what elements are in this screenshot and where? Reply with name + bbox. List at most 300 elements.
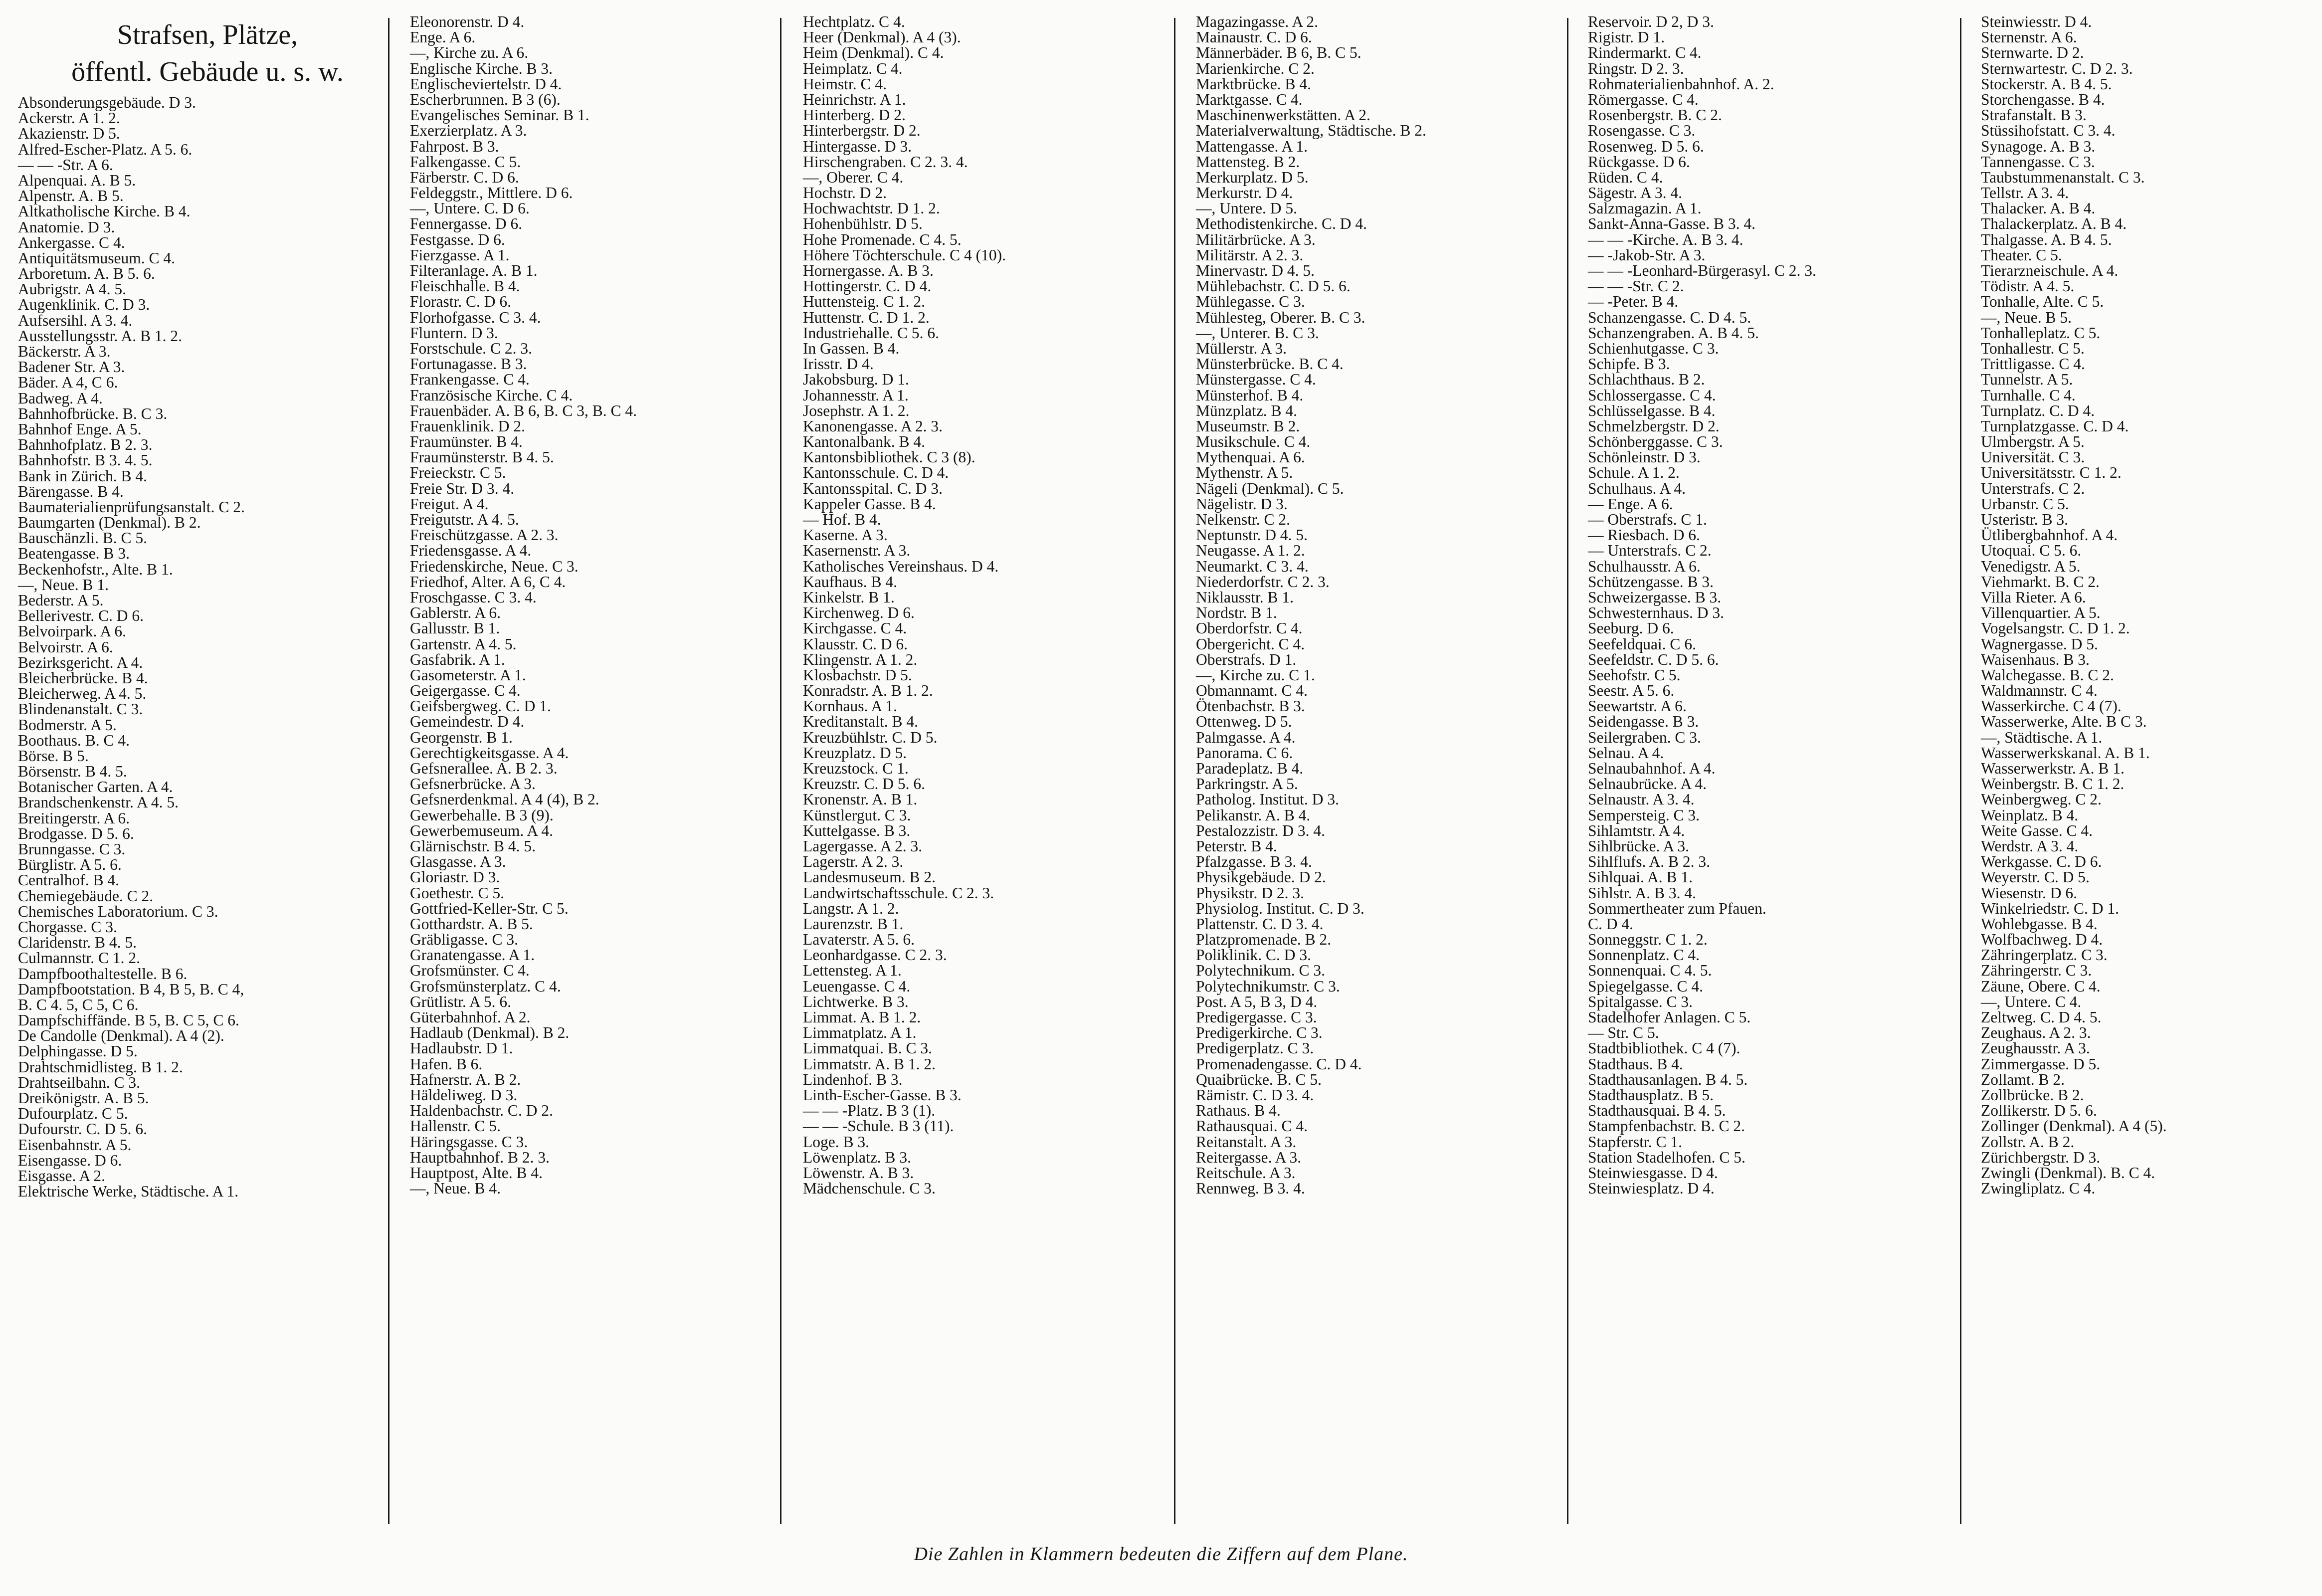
index-entry: Fraumünster. B 4. bbox=[410, 433, 523, 451]
index-entry: Industriehalle. C 5. 6. bbox=[803, 324, 939, 342]
index-entry: Kasernenstr. A 3. bbox=[803, 542, 911, 560]
index-entry: Claridenstr. B 4. 5. bbox=[18, 934, 137, 952]
index-entry: Mattensteg. B 2. bbox=[1196, 153, 1300, 171]
index-entry: Kirchgasse. C 4. bbox=[803, 619, 907, 637]
index-entry: Unterstrafs. C 2. bbox=[1981, 479, 2085, 497]
index-entry: Bahnhofstr. B 3. 4. 5. bbox=[18, 451, 153, 469]
index-entry: Salzmagazin. A 1. bbox=[1588, 200, 1702, 217]
index-entry: Kantonsschule. C. D 4. bbox=[803, 464, 949, 482]
index-heading-line-1: Strafsen, Plätze, bbox=[117, 19, 298, 50]
index-entry: Landesmuseum. B 2. bbox=[803, 868, 936, 886]
index-entry: Hintergasse. D 3. bbox=[803, 137, 912, 155]
index-entry: Nägelistr. D 3. bbox=[1196, 495, 1288, 513]
index-entry: Leonhardgasse. C 2. 3. bbox=[803, 946, 947, 964]
index-entry: Belvoirpark. A 6. bbox=[18, 622, 126, 640]
index-entry: Mühlesteg, Oberer. B. C 3. bbox=[1196, 308, 1365, 326]
index-entry: Kirchenweg. D 6. bbox=[803, 604, 915, 622]
index-entry: Filteranlage. A. B 1. bbox=[410, 262, 538, 279]
index-entry: Hauptpost, Alte. B 4. bbox=[410, 1164, 543, 1182]
index-entry: Zollinger (Denkmal). A 4 (5). bbox=[1981, 1117, 2167, 1135]
index-entry: Zwingli (Denkmal). B. C 4. bbox=[1981, 1164, 2155, 1182]
index-entry: Irisstr. D 4. bbox=[803, 355, 874, 373]
index-entry: Schützengasse. B 3. bbox=[1588, 573, 1714, 591]
index-entry: Gefsnerbrücke. A 3. bbox=[410, 775, 536, 793]
index-entry: Dampfschiffände. B 5, B. C 5, C 6. bbox=[18, 1011, 239, 1029]
index-entry: Kaserne. A 3. bbox=[803, 526, 888, 544]
index-entry: Gefsnerallee. A. B 2. 3. bbox=[410, 760, 558, 777]
index-entry: Panorama. C 6. bbox=[1196, 744, 1293, 762]
index-entry: Winkelriedstr. C. D 1. bbox=[1981, 899, 2119, 917]
index-entry: Hinterberg. D 2. bbox=[803, 106, 906, 124]
index-entry: Fleischhalle. B 4. bbox=[410, 277, 520, 295]
index-column-6 bbox=[1981, 14, 2322, 1196]
index-entry: Merkurstr. D 4. bbox=[1196, 184, 1293, 202]
index-entry: Goethestr. C 5. bbox=[410, 884, 504, 902]
index-entry: Lindenhof. B 3. bbox=[803, 1070, 903, 1088]
entry-list bbox=[1196, 14, 1575, 1196]
index-entry: Fahrpost. B 3. bbox=[410, 137, 499, 155]
index-entry: Bodmerstr. A 5. bbox=[18, 716, 117, 734]
index-entry: Mühlegasse. C 3. bbox=[1196, 293, 1305, 311]
index-entry: Tannengasse. C 3. bbox=[1981, 153, 2095, 171]
index-entry: Schlachthaus. B 2. bbox=[1588, 371, 1705, 389]
index-entry: Paradeplatz. B 4. bbox=[1196, 760, 1304, 777]
index-entry: Universität. C 3. bbox=[1981, 448, 2085, 466]
index-entry: Gasometerstr. A 1. bbox=[410, 666, 526, 684]
index-entry: — — -Kirche. A. B 3. 4. bbox=[1588, 230, 1743, 248]
index-entry: Plattenstr. C. D 3. 4. bbox=[1196, 915, 1324, 933]
entry-list bbox=[803, 14, 1182, 1196]
index-entry: Georgenstr. B 1. bbox=[410, 728, 513, 746]
index-entry: Thalackerplatz. A. B 4. bbox=[1981, 215, 2127, 233]
index-entry: Gloriastr. D 3. bbox=[410, 868, 500, 886]
index-entry: Zimmergasse. D 5. bbox=[1981, 1055, 2101, 1073]
index-entry: Gallusstr. B 1. bbox=[410, 619, 500, 637]
index-entry: Heinrichstr. A 1. bbox=[803, 90, 906, 108]
index-entry: Langstr. A 1. 2. bbox=[803, 899, 899, 917]
index-entry: Schönberggasse. C 3. bbox=[1588, 433, 1723, 451]
index-entry: Sommertheater zum Pfauen. bbox=[1588, 899, 1766, 917]
index-entry: Weinbergstr. B. C 1. 2. bbox=[1981, 775, 2125, 793]
index-entry: Hohenbühlstr. D 5. bbox=[803, 215, 923, 233]
index-entry: Beatengasse. B 3. bbox=[18, 545, 130, 563]
index-entry: Heimplatz. C 4. bbox=[803, 59, 903, 77]
index-entry: Löwenstr. A. B 3. bbox=[803, 1164, 914, 1182]
index-entry: Gewerbemuseum. A 4. bbox=[410, 821, 553, 839]
index-entry: Sonnenplatz. C 4. bbox=[1588, 946, 1700, 964]
index-entry: Synagoge. A. B 3. bbox=[1981, 137, 2096, 155]
index-entry: Elektrische Werke, Städtische. A 1. bbox=[18, 1183, 239, 1200]
index-entry: Glasgasse. A 3. bbox=[410, 853, 506, 871]
index-column-4 bbox=[1196, 14, 1575, 1196]
index-entry: Seilergraben. C 3. bbox=[1588, 728, 1701, 746]
index-entry: Poliklinik. C. D 3. bbox=[1196, 946, 1312, 964]
index-entry: Färberstr. C. D 6. bbox=[410, 168, 519, 186]
index-entry: C. D 4. bbox=[1588, 915, 1634, 933]
index-entry: Glärnischstr. B 4. 5. bbox=[410, 837, 536, 855]
index-entry: —, Neue. B 1. bbox=[18, 576, 109, 594]
index-entry: Trittligasse. C 4. bbox=[1981, 355, 2085, 373]
index-entry: Gräbligasse. C 3. bbox=[410, 931, 518, 949]
index-entry: Vogelsangstr. C. D 1. 2. bbox=[1981, 619, 2130, 637]
index-entry: Huttensteig. C 1. 2. bbox=[803, 293, 925, 311]
index-entry: Lettensteg. A 1. bbox=[803, 962, 902, 980]
index-entry: Limmatquai. B. C 3. bbox=[803, 1039, 932, 1057]
index-entry: Hafnerstr. A. B 2. bbox=[410, 1070, 521, 1088]
index-entry: Bleicherweg. A 4. 5. bbox=[18, 685, 147, 703]
index-entry: Jakobsburg. D 1. bbox=[803, 371, 909, 389]
index-entry: Stadthausplatz. B 5. bbox=[1588, 1086, 1714, 1104]
index-entry: Männerbäder. B 6, B. C 5. bbox=[1196, 44, 1361, 62]
index-entry: Höhere Töchterschule. C 4 (10). bbox=[803, 246, 1006, 264]
index-entry: Pfalzgasse. B 3. 4. bbox=[1196, 853, 1312, 871]
index-entry: Schmelzbergstr. D 2. bbox=[1588, 417, 1720, 435]
index-entry: Dufourplatz. C 5. bbox=[18, 1105, 128, 1123]
index-entry: Stadthausquai. B 4. 5. bbox=[1588, 1102, 1726, 1120]
index-entry: Lichtwerke. B 3. bbox=[803, 993, 909, 1010]
index-column-1 bbox=[18, 14, 397, 1199]
index-entry: Taubstummenanstalt. C 3. bbox=[1981, 168, 2145, 186]
index-entry: De Candolle (Denkmal). A 4 (2). bbox=[18, 1027, 224, 1045]
index-entry: Drahtschmidlisteg. B 1. 2. bbox=[18, 1058, 183, 1076]
index-entry: Stapferstr. C 1. bbox=[1588, 1133, 1682, 1151]
index-entry: Bellerivestr. C. D 6. bbox=[18, 607, 144, 625]
index-entry: Schwesternhaus. D 3. bbox=[1588, 604, 1724, 622]
index-entry: Seestr. A 5. 6. bbox=[1588, 682, 1675, 700]
index-entry: Rigistr. D 1. bbox=[1588, 28, 1665, 46]
index-entry: Hadlaub (Denkmal). B 2. bbox=[410, 1024, 570, 1042]
index-entry: Rathaus. B 4. bbox=[1196, 1102, 1281, 1120]
index-entry: Josephstr. A 1. 2. bbox=[803, 401, 910, 419]
index-entry: Landwirtschaftsschule. C 2. 3. bbox=[803, 884, 994, 902]
index-entry: Grofsmünsterplatz. C 4. bbox=[410, 977, 561, 995]
index-entry: Aufsersihl. A 3. 4. bbox=[18, 311, 133, 329]
index-column-3 bbox=[803, 14, 1182, 1196]
index-entry: Ötenbachstr. B 3. bbox=[1196, 697, 1305, 715]
index-entry: Mühlebachstr. C. D 5. 6. bbox=[1196, 277, 1351, 295]
index-entry: Rohmaterialienbahnhof. A. 2. bbox=[1588, 75, 1774, 93]
index-entry: Bleicherbrücke. B 4. bbox=[18, 669, 148, 687]
index-entry: Frauenbäder. A. B 6, B. C 3, B. C 4. bbox=[410, 401, 637, 419]
index-entry: Hallenstr. C 5. bbox=[410, 1117, 501, 1135]
index-entry: Gerechtigkeitsgasse. A 4. bbox=[410, 744, 569, 762]
index-entry: Zähringerstr. C 3. bbox=[1981, 962, 2092, 980]
index-entry: Nordstr. B 1. bbox=[1196, 604, 1277, 622]
index-entry: Maschinenwerkstätten. A 2. bbox=[1196, 106, 1370, 124]
index-entry: Hirschengraben. C 2. 3. 4. bbox=[803, 153, 968, 171]
index-entry: Wohlebgasse. B 4. bbox=[1981, 915, 2098, 933]
index-entry: Bahnhofbrücke. B. C 3. bbox=[18, 404, 168, 422]
index-entry: Rämistr. C. D 3. 4. bbox=[1196, 1086, 1314, 1104]
index-entry: — — -Leonhard-Bürgerasyl. C 2. 3. bbox=[1588, 262, 1816, 279]
index-entry: Kreuzstr. C. D 5. 6. bbox=[803, 775, 925, 793]
index-entry: Löwenplatz. B 3. bbox=[803, 1148, 911, 1166]
index-entry: Gartenstr. A 4. 5. bbox=[410, 635, 517, 653]
index-entry: Schanzengasse. C. D 4. 5. bbox=[1588, 308, 1751, 326]
index-entry: Hafen. B 6. bbox=[410, 1055, 483, 1073]
index-entry: Boothaus. B. C 4. bbox=[18, 731, 130, 749]
index-entry: —, Neue. B 4. bbox=[410, 1180, 501, 1197]
index-entry: Kreditanstalt. B 4. bbox=[803, 713, 918, 731]
index-entry: Hinterbergstr. D 2. bbox=[803, 122, 921, 140]
index-column-2 bbox=[410, 14, 789, 1196]
index-entry: Theater. C 5. bbox=[1981, 246, 2062, 264]
index-entry: Freie Str. D 3. 4. bbox=[410, 479, 515, 497]
index-entry: Häldeliweg. D 3. bbox=[410, 1086, 518, 1104]
index-entry: Forstschule. C 2. 3. bbox=[410, 339, 533, 357]
index-entry: Gottfried-Keller-Str. C 5. bbox=[410, 899, 569, 917]
index-entry: Johannesstr. A 1. bbox=[803, 386, 909, 404]
index-entry: —, Kirche zu. C 1. bbox=[1196, 666, 1315, 684]
index-entry: Zäune, Obere. C 4. bbox=[1981, 977, 2101, 995]
index-entry: Anatomie. D 3. bbox=[18, 218, 115, 236]
index-entry: Alpenstr. A. B 5. bbox=[18, 187, 124, 205]
index-entry: Spiegelgasse. C 4. bbox=[1588, 977, 1703, 995]
index-entry: Schlossergasse. C 4. bbox=[1588, 386, 1716, 404]
index-entry: Mattengasse. A 1. bbox=[1196, 137, 1308, 155]
index-entry: Wagnergasse. D 5. bbox=[1981, 635, 2098, 653]
index-entry: Chorgasse. C 3. bbox=[18, 918, 117, 936]
index-entry: Urbanstr. C 5. bbox=[1981, 495, 2069, 513]
index-entry: Kaufhaus. B 4. bbox=[803, 573, 897, 591]
index-entry: Bäckerstr. A 3. bbox=[18, 343, 111, 360]
index-entry: Zollbrücke. B 2. bbox=[1981, 1086, 2084, 1104]
index-entry: Sankt-Anna-Gasse. B 3. 4. bbox=[1588, 215, 1755, 233]
index-entry: Physikgebäude. D 2. bbox=[1196, 868, 1326, 886]
index-entry: Huttenstr. C. D 1. 2. bbox=[803, 308, 930, 326]
index-entry: Laurenzstr. B 1. bbox=[803, 915, 904, 933]
index-entry: Zürichbergstr. D 3. bbox=[1981, 1148, 2101, 1166]
index-entry: Kappeler Gasse. B 4. bbox=[803, 495, 936, 513]
index-entry: Kinkelstr. B 1. bbox=[803, 588, 895, 606]
index-entry: Weyerstr. C. D 5. bbox=[1981, 868, 2090, 886]
index-entry: Ringstr. D 2. 3. bbox=[1588, 59, 1684, 77]
index-entry: Hechtplatz. C 4. bbox=[803, 13, 905, 30]
index-entry: Hochstr. D 2. bbox=[803, 184, 887, 202]
index-entry: Marienkirche. C 2. bbox=[1196, 59, 1315, 77]
index-entry: Oberstrafs. D 1. bbox=[1196, 650, 1297, 668]
index-entry: Lagerstr. A 2. 3. bbox=[803, 853, 904, 871]
index-entry: Bürglistr. A 5. 6. bbox=[18, 856, 122, 874]
index-entry: Englische Kirche. B 3. bbox=[410, 59, 553, 77]
index-entry: Polytechnikumstr. C 3. bbox=[1196, 977, 1340, 995]
index-entry: Tierarzneischule. A 4. bbox=[1981, 262, 2119, 279]
index-entry: Wiesenstr. D 6. bbox=[1981, 884, 2077, 902]
index-entry: Künstlergut. C 3. bbox=[803, 806, 911, 824]
index-entry: Neugasse. A 1. 2. bbox=[1196, 542, 1305, 560]
index-entry: Weinplatz. B 4. bbox=[1981, 806, 2079, 824]
index-entry: Predigerkirche. C 3. bbox=[1196, 1024, 1323, 1042]
index-entry: Dampfboothaltestelle. B 6. bbox=[18, 965, 188, 983]
index-entry: Häringsgasse. C 3. bbox=[410, 1133, 528, 1151]
index-entry: Steinwiesplatz. D 4. bbox=[1588, 1180, 1715, 1197]
index-entry: Bezirksgericht. A 4. bbox=[18, 653, 143, 671]
index-entry: Niederdorfstr. C 2. 3. bbox=[1196, 573, 1330, 591]
index-entry: — — -Schule. B 3 (11). bbox=[803, 1117, 954, 1135]
index-entry: Rindermarkt. C 4. bbox=[1588, 44, 1702, 62]
index-entry: Escherbrunnen. B 3 (6). bbox=[410, 90, 561, 108]
index-entry: Friedhof, Alter. A 6, C 4. bbox=[410, 573, 566, 591]
index-entry: In Gassen. B 4. bbox=[803, 339, 900, 357]
index-entry: Hadlaubstr. D 1. bbox=[410, 1039, 513, 1057]
index-entry: Wasserwerkskanal. A. B 1. bbox=[1981, 744, 2150, 762]
index-entry: Gefsnerdenkmal. A 4 (4), B 2. bbox=[410, 791, 599, 808]
index-entry: Florhofgasse. C 3. 4. bbox=[410, 308, 541, 326]
index-entry: —, Untere. C 4. bbox=[1981, 993, 2082, 1010]
index-entry: Kantonsbibliothek. C 3 (8). bbox=[803, 448, 975, 466]
index-entry: Rosenbergstr. B. C 2. bbox=[1588, 106, 1722, 124]
index-entry: Brunngasse. C 3. bbox=[18, 840, 126, 858]
index-entry: Zeltweg. C. D 4. 5. bbox=[1981, 1008, 2102, 1026]
index-entry: Limmatplatz. A 1. bbox=[803, 1024, 917, 1042]
index-entry: Turnplatzgasse. C. D 4. bbox=[1981, 417, 2129, 435]
index-entry: Münstergasse. C 4. bbox=[1196, 371, 1316, 389]
index-entry: Selnaustr. A 3. 4. bbox=[1588, 791, 1695, 808]
index-entry: Marktgasse. C 4. bbox=[1196, 90, 1303, 108]
index-entry: Ottenweg. D 5. bbox=[1196, 713, 1292, 731]
index-entry: Spitalgasse. C 3. bbox=[1588, 993, 1693, 1010]
index-entry: Reitschule. A 3. bbox=[1196, 1164, 1296, 1182]
index-entry: Sihlquai. A. B 1. bbox=[1588, 868, 1693, 886]
index-entry: Sihlbrücke. A 3. bbox=[1588, 837, 1689, 855]
index-entry: Museumstr. B 2. bbox=[1196, 417, 1300, 435]
index-entry: Badweg. A 4. bbox=[18, 389, 103, 407]
index-entry: Festgasse. D 6. bbox=[410, 230, 505, 248]
index-entry: Mythenstr. A 5. bbox=[1196, 464, 1293, 482]
index-entry: Ütlibergbahnhof. A 4. bbox=[1981, 526, 2118, 544]
index-entry: Heimstr. C 4. bbox=[803, 75, 887, 93]
index-entry: Fluntern. D 3. bbox=[410, 324, 498, 342]
index-entry: Zollstr. A. B 2. bbox=[1981, 1133, 2075, 1151]
index-entry: Werdstr. A 3. 4. bbox=[1981, 837, 2079, 855]
index-entry: Strafanstalt. B 3. bbox=[1981, 106, 2087, 124]
index-entry: Kuttelgasse. B 3. bbox=[803, 821, 911, 839]
index-entry: Augenklinik. C. D 3. bbox=[18, 296, 150, 314]
index-entry: Rathausquai. C 4. bbox=[1196, 1117, 1308, 1135]
index-entry: Rosenweg. D 5. 6. bbox=[1588, 137, 1704, 155]
index-entry: Thalacker. A. B 4. bbox=[1981, 200, 2096, 217]
entry-list bbox=[410, 14, 789, 1196]
index-entry: Bauschänzli. B. C 5. bbox=[18, 529, 147, 547]
index-entry: Bederstr. A 5. bbox=[18, 592, 104, 609]
index-entry: Müllerstr. A 3. bbox=[1196, 339, 1287, 357]
index-entry: Breitingerstr. A 6. bbox=[18, 809, 130, 827]
index-entry: Venedigstr. A 5. bbox=[1981, 557, 2081, 575]
index-entry: Steinwiesstr. D 4. bbox=[1981, 13, 2092, 30]
index-entry: Wolfbachweg. D 4. bbox=[1981, 931, 2103, 949]
index-entry: — Unterstrafs. C 2. bbox=[1588, 542, 1712, 560]
index-entry: Militärstr. A 2. 3. bbox=[1196, 246, 1304, 264]
index-entry: Heim (Denkmal). C 4. bbox=[803, 44, 944, 62]
index-entry: Materialverwaltung, Städtische. B 2. bbox=[1196, 122, 1426, 140]
index-entry: Gemeindestr. D 4. bbox=[410, 713, 525, 731]
index-entry: Loge. B 3. bbox=[803, 1133, 869, 1151]
index-entry: Obergericht. C 4. bbox=[1196, 635, 1305, 653]
index-entry: Steinwiesgasse. D 4. bbox=[1588, 1164, 1718, 1182]
index-entry: Weite Gasse. C 4. bbox=[1981, 821, 2093, 839]
index-entry: Botanischer Garten. A 4. bbox=[18, 778, 173, 796]
index-entry: Altkatholische Kirche. B 4. bbox=[18, 202, 191, 220]
index-entry: Reservoir. D 2, D 3. bbox=[1588, 13, 1714, 30]
index-entry: Stadtbibliothek. C 4 (7). bbox=[1588, 1039, 1741, 1057]
index-entry: Hauptbahnhof. B 2. 3. bbox=[410, 1148, 550, 1166]
index-entry: Sonneggstr. C 1. 2. bbox=[1588, 931, 1708, 949]
index-entry: Eisgasse. A 2. bbox=[18, 1167, 106, 1185]
index-entry: Sternwartestr. C. D 2. 3. bbox=[1981, 59, 2133, 77]
index-entry: —, Untere. C. D 6. bbox=[410, 200, 530, 217]
index-entry: Sihlflufs. A. B 2. 3. bbox=[1588, 853, 1711, 871]
index-entry: Freigutstr. A 4. 5. bbox=[410, 511, 519, 528]
index-entry: Chemisches Laboratorium. C 3. bbox=[18, 902, 218, 920]
index-entry: Parkringstr. A 5. bbox=[1196, 775, 1298, 793]
index-entry: Grofsmünster. C 4. bbox=[410, 962, 530, 980]
index-entry: Quaibrücke. B. C 5. bbox=[1196, 1070, 1322, 1088]
index-entry: Katholisches Vereinshaus. D 4. bbox=[803, 557, 999, 575]
index-entry: Wasserwerke, Alte. B C 3. bbox=[1981, 713, 2147, 731]
index-entry: Tonhalle, Alte. C 5. bbox=[1981, 293, 2104, 311]
index-entry: Dreikönigstr. A. B 5. bbox=[18, 1089, 149, 1107]
index-entry: Münsterhof. B 4. bbox=[1196, 386, 1304, 404]
index-entry: Kantonalbank. B 4. bbox=[803, 433, 925, 451]
index-entry: Tonhalleplatz. C 5. bbox=[1981, 324, 2101, 342]
index-entry: Villa Rieter. A 6. bbox=[1981, 588, 2086, 606]
index-entry: Baumaterialienprüfungsanstalt. C 2. bbox=[18, 498, 245, 516]
index-entry: Fierzgasse. A 1. bbox=[410, 246, 510, 264]
entry-list bbox=[1981, 14, 2322, 1196]
index-entry: Stampfenbachstr. B. C 2. bbox=[1588, 1117, 1745, 1135]
index-entry: Stadthausanlagen. B 4. 5. bbox=[1588, 1070, 1748, 1088]
index-entry: Frauenklinik. D 2. bbox=[410, 417, 525, 435]
index-entry: — Oberstrafs. C 1. bbox=[1588, 511, 1707, 528]
index-entry: Granatengasse. A 1. bbox=[410, 946, 535, 964]
index-entry: Wasserwerkstr. A. B 1. bbox=[1981, 760, 2125, 777]
index-entry: Fraumünsterstr. B 4. 5. bbox=[410, 448, 554, 466]
index-entry: —, Untere. D 5. bbox=[1196, 200, 1297, 217]
index-entry: Predigergasse. C 3. bbox=[1196, 1008, 1317, 1026]
index-entry: Thalgasse. A. B 4. 5. bbox=[1981, 230, 2112, 248]
index-entry: Villenquartier. A 5. bbox=[1981, 604, 2101, 622]
index-entry: Peterstr. B 4. bbox=[1196, 837, 1277, 855]
index-entry: Zwingliplatz. C 4. bbox=[1981, 1180, 2096, 1197]
index-entry: Friedensgasse. A 4. bbox=[410, 542, 532, 560]
index-entry: Englischeviertelstr. D 4. bbox=[410, 75, 562, 93]
index-entry: —, Unterer. B. C 3. bbox=[1196, 324, 1319, 342]
index-entry: — Hof. B 4. bbox=[803, 511, 881, 528]
index-entry: Leuengasse. C 4. bbox=[803, 977, 911, 995]
index-entry: B. C 4. 5, C 5, C 6. bbox=[18, 996, 139, 1013]
index-entry: Schlüsselgasse. B 4. bbox=[1588, 401, 1716, 419]
index-entry: Ulmbergstr. A 5. bbox=[1981, 433, 2085, 451]
index-entry: Sternwarte. D 2. bbox=[1981, 44, 2084, 62]
index-entry: Mädchenschule. C 3. bbox=[803, 1180, 936, 1197]
index-entry: Klausstr. C. D 6. bbox=[803, 635, 908, 653]
index-entry: Zollikerstr. D 5. 6. bbox=[1981, 1102, 2097, 1120]
index-entry: Münsterbrücke. B. C 4. bbox=[1196, 355, 1344, 373]
index-entry: Hohe Promenade. C 4. 5. bbox=[803, 230, 962, 248]
index-entry: Merkurplatz. D 5. bbox=[1196, 168, 1309, 186]
index-entry: Rosengasse. C 3. bbox=[1588, 122, 1696, 140]
index-entry: Kanonengasse. A 2. 3. bbox=[803, 417, 943, 435]
index-entry: Viehmarkt. B. C 2. bbox=[1981, 573, 2100, 591]
index-entry: Bahnhof Enge. A 5. bbox=[18, 420, 142, 438]
index-entry: —, Neue. B 5. bbox=[1981, 308, 2072, 326]
index-entry: Freigut. A 4. bbox=[410, 495, 489, 513]
index-entry: Tunnelstr. A 5. bbox=[1981, 371, 2073, 389]
index-entry: Klosbachstr. D 5. bbox=[803, 666, 912, 684]
index-entry: Münzplatz. B 4. bbox=[1196, 401, 1297, 419]
index-entry: Freieckstr. C 5. bbox=[410, 464, 506, 482]
index-entry: Badener Str. A 3. bbox=[18, 358, 125, 376]
